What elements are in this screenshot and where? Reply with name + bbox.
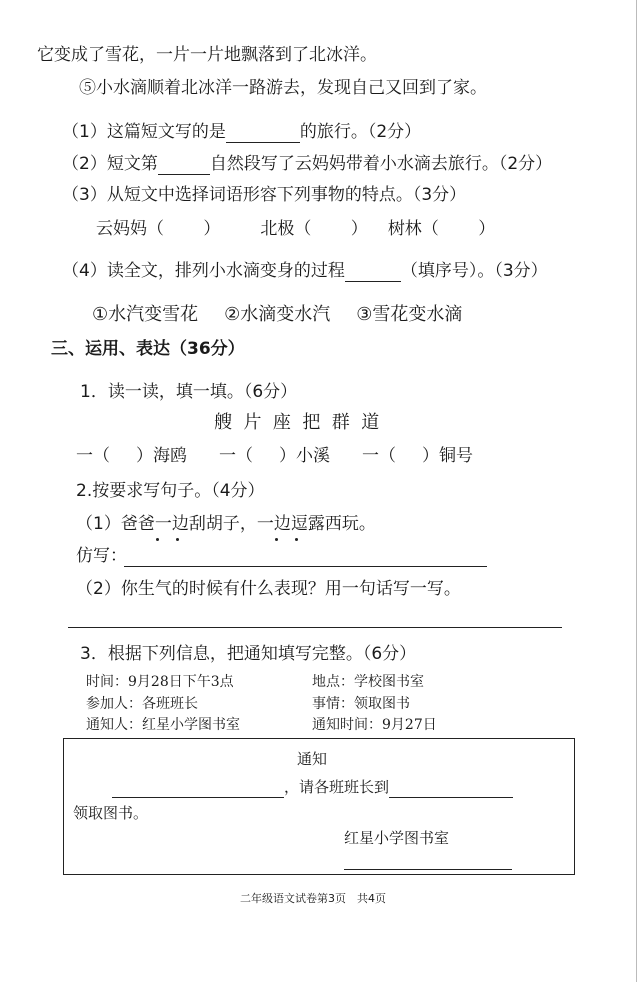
info-notice-time: 通知时间：9月27日 [312, 717, 437, 733]
question-3: （3）从短文中选择词语形容下列事物的特点。（3分） [62, 185, 467, 205]
question-1 [62, 121, 421, 143]
question-2-suffix: 自然段写了云妈妈带着小水滴去旅行。（2分） [209, 154, 553, 174]
question-4-options [92, 304, 462, 326]
question-2 [62, 153, 552, 175]
option: ①水汽变雪花 [92, 304, 199, 325]
notice-date-line[interactable] [344, 869, 512, 870]
passage-line-1: 它变成了雪花，一片一片地飘落到了北冰洋。 [37, 45, 377, 65]
notice-place-blank[interactable] [389, 781, 513, 798]
s3-question-3-title: 3．根据下列信息，把通知填写完整。（6分） [80, 644, 417, 664]
answer-paren[interactable]: （ ） [294, 219, 368, 239]
info-time: 时间：9月28日下午3点 [86, 674, 234, 690]
emphasis-dot [275, 538, 278, 541]
question-2-blank[interactable] [158, 156, 210, 175]
item-label: 树林 [387, 219, 422, 239]
imitate-answer-line[interactable] [124, 566, 487, 567]
info-place: 地点：学校图书室 [312, 674, 424, 690]
s3-question-2-sub2: （2）你生气的时候有什么表现？用一句话写一写。 [76, 579, 461, 599]
notice-title: 通知 [297, 750, 328, 768]
fill-open: 一（ [76, 446, 110, 466]
fill-open: 一（ [219, 446, 253, 466]
question-1-blank[interactable] [226, 124, 300, 143]
emphasis-dot [176, 538, 179, 541]
question-1-prefix: （1）这篇短文写的是 [62, 122, 226, 142]
s3-question-2-sub1: （1）爸爸一边刮胡子，一边逗露西玩。 [76, 514, 376, 534]
question-4-blank[interactable] [345, 263, 401, 282]
fill-close: ）小溪 [279, 446, 330, 466]
emphasis-dot [295, 538, 298, 541]
measure-words: 艘 片 座 把 群 道 [214, 412, 380, 433]
page-footer: 二年级语文试卷第3页 共4页 [240, 892, 386, 905]
notice-time-blank[interactable] [112, 781, 284, 798]
answer-paren[interactable]: （ ） [421, 219, 496, 239]
notice-line-1 [112, 776, 513, 798]
emphasis-dot [156, 538, 159, 541]
notice-line-2: 领取图书。 [73, 804, 149, 822]
imitate-label: 仿写： [76, 546, 127, 566]
info-matter: 事情：领取图书 [312, 696, 410, 712]
s3-question-2-title: 2.按要求写句子。（4分） [76, 481, 265, 501]
question-1-suffix: 的旅行。（2分） [299, 122, 422, 142]
section-3-title: 三、运用、表达（36分） [51, 339, 245, 359]
s3-question-1-title: 1．读一读，填一填。（6分） [80, 382, 298, 402]
question-3-items [96, 218, 495, 240]
notice-middle: ，请各班班长到 [284, 778, 390, 796]
sub2-answer-line[interactable] [68, 627, 562, 628]
option: ③雪花变水滴 [356, 304, 463, 325]
question-4-suffix: （填序号）。（3分） [400, 261, 548, 281]
scan-edge [636, 0, 637, 982]
notice-signer: 红星小学图书室 [344, 829, 450, 847]
fill-row [76, 445, 473, 467]
item-label: 云妈妈 [96, 219, 147, 239]
info-participants: 参加人：各班班长 [86, 696, 198, 712]
answer-paren[interactable]: （ ） [147, 219, 221, 239]
item-label: 北极 [260, 219, 295, 239]
option: ②水滴变水汽 [224, 304, 331, 325]
fill-close: ）铜号 [422, 446, 473, 466]
fill-close: ）海鸥 [136, 446, 187, 466]
question-4-prefix: （4）读全文，排列小水滴变身的过程 [62, 261, 345, 281]
info-notifier: 通知人：红星小学图书室 [86, 717, 240, 733]
question-4 [62, 260, 548, 282]
question-2-prefix: （2）短文第 [62, 154, 158, 174]
fill-open: 一（ [362, 446, 396, 466]
passage-line-2: ⑤小水滴顺着北冰洋一路游去，发现自己又回到了家。 [79, 78, 487, 98]
